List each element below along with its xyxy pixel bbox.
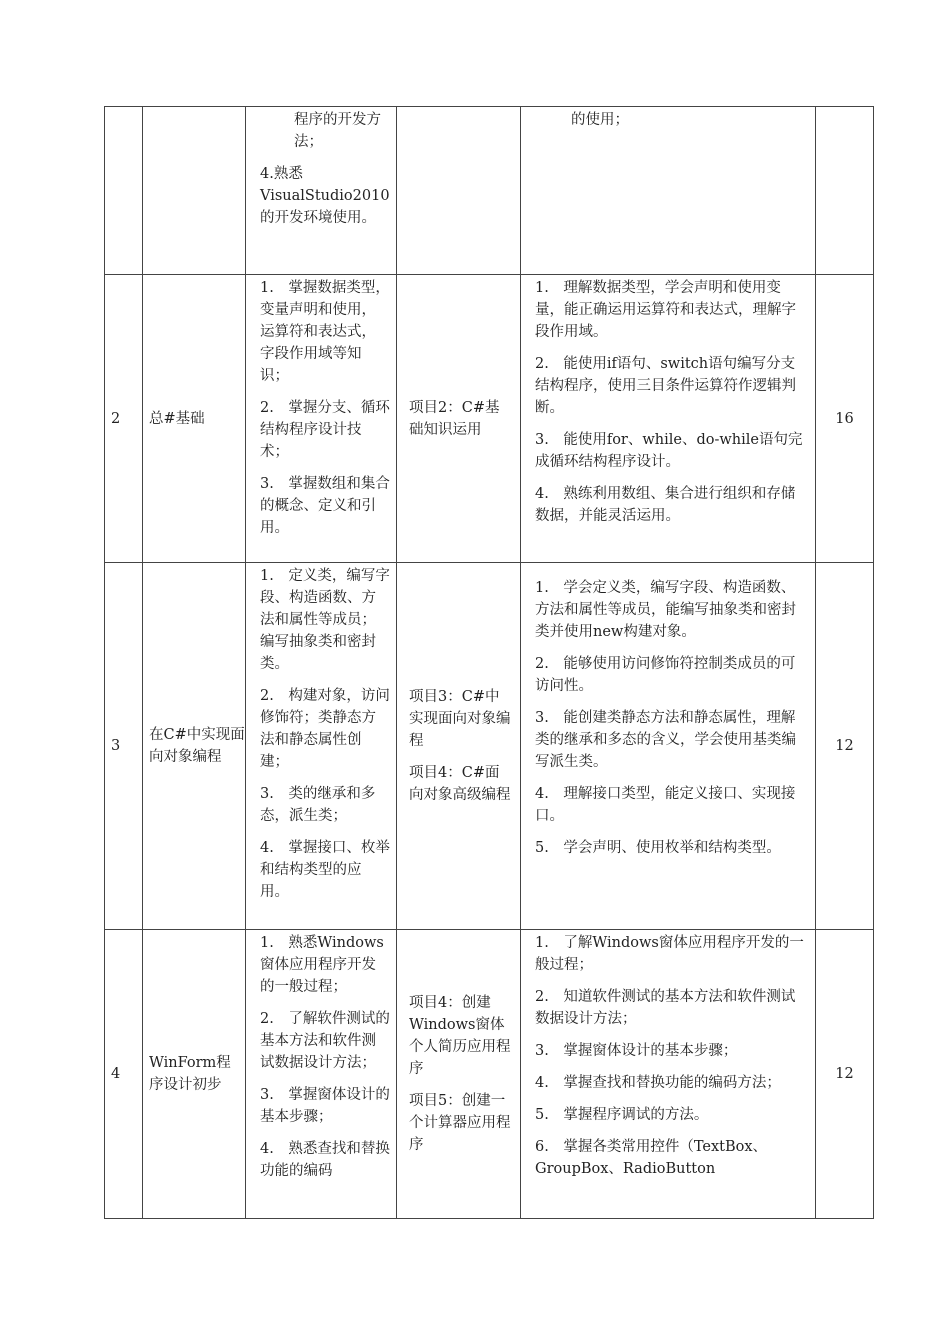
- objective-item: 1. 定义类，编写字段、构造函数、方法和属性等成员；编写抽象类和密封类。: [260, 568, 390, 672]
- objective-item: 4. 熟悉查找和替换功能的编码: [260, 1141, 390, 1179]
- task-item: 3. 掌握窗体设计的基本步骤；: [535, 1043, 738, 1059]
- project-item: 项目3：C#中实现面向对象编程: [409, 689, 511, 749]
- table-row: [105, 107, 874, 275]
- hours-cell: 12: [816, 563, 874, 930]
- objectives-cell: [246, 107, 397, 275]
- task-item: 4. 理解接口类型，能定义接口、实现接口。: [535, 786, 796, 824]
- project-item: 项目5：创建一个计算器应用程序: [409, 1093, 511, 1153]
- objective-item: 3. 掌握数组和集合的概念、定义和引用。: [260, 476, 390, 536]
- projects-cell: [397, 275, 521, 563]
- task-item: 2. 能使用if语句、switch语句编写分支结构程序，使用三目条件运算符作逻辑判断。: [535, 356, 796, 416]
- chapter-cell: 在C#中实现面向对象编程: [143, 563, 246, 930]
- chapter-cell: 总#基础: [143, 275, 246, 563]
- objective-item: 3. 掌握窗体设计的基本步骤；: [260, 1087, 390, 1125]
- task-item: 2. 知道软件测试的基本方法和软件测试数据设计方法；: [535, 989, 796, 1027]
- table-row: [105, 563, 874, 930]
- task-item: 1. 理解数据类型，学会声明和使用变量，能正确运用运算符和表达式，理解字段作用域。: [535, 280, 796, 340]
- task-item: 5. 学会声明、使用枚举和结构类型。: [535, 840, 781, 856]
- project-item: 项目4：C#面向对象高级编程: [409, 765, 511, 803]
- table-row: [105, 930, 874, 1219]
- objective-item: 3. 类的继承和多态，派生类；: [260, 786, 376, 824]
- objective-item: 2. 掌握分支、循环结构程序设计技术；: [260, 400, 390, 460]
- projects-cell: [397, 930, 521, 1219]
- objective-item: 程序的开发方法；: [294, 112, 381, 150]
- objectives-cell: [246, 930, 397, 1219]
- row-number: 4: [105, 930, 143, 1219]
- tasks-cell: [521, 107, 816, 275]
- task-item: 6. 掌握各类常用控件（TextBox、GroupBox、RadioButton: [535, 1139, 768, 1177]
- task-item: 1. 学会定义类，编写字段、构造函数、方法和属性等成员，能编写抽象类和密封类并使用new构建对象。: [535, 580, 796, 640]
- task-item: 3. 能创建类静态方法和静态属性，理解类的继承和多态的含义，学会使用基类编写派生类。: [535, 710, 796, 770]
- objective-item: 4. 掌握接口、枚举和结构类型的应用。: [260, 840, 390, 900]
- row-number: 3: [105, 563, 143, 930]
- project-item: 项目4：创建Windows窗体个人简历应用程序: [409, 995, 511, 1077]
- tasks-cell: [521, 563, 816, 930]
- tasks-cell: [521, 275, 816, 563]
- task-item: 的使用；: [571, 112, 629, 128]
- task-item: 4. 熟练利用数组、集合进行组织和存储数据，并能灵活运用。: [535, 486, 796, 524]
- task-item: 1. 了解Windows窗体应用程序开发的一般过程；: [535, 935, 804, 973]
- projects-cell: [397, 107, 521, 275]
- chapter-cell: WinForm程序设计初步: [143, 930, 246, 1219]
- tasks-cell: [521, 930, 816, 1219]
- chapter-cell: [143, 107, 246, 275]
- objective-item: 2. 了解软件测试的基本方法和软件测试数据设计方法；: [260, 1011, 390, 1071]
- task-item: 4. 掌握查找和替换功能的编码方法；: [535, 1075, 781, 1091]
- row-number: 2: [105, 275, 143, 563]
- table-row: [105, 275, 874, 563]
- hours-cell: 12: [816, 930, 874, 1219]
- row-number: [105, 107, 143, 275]
- objective-item: 1. 掌握数据类型，变量声明和使用，运算符和表达式，字段作用域等知识；: [260, 280, 390, 384]
- task-item: 5. 掌握程序调试的方法。: [535, 1107, 709, 1123]
- project-item: 项目2：C#基础知识运用: [409, 399, 500, 438]
- task-item: 3. 能使用for、while、do-while语句完成循环结构程序设计。: [535, 432, 803, 470]
- hours-cell: 16: [816, 275, 874, 563]
- task-item: 2. 能够使用访问修饰符控制类成员的可访问性。: [535, 656, 796, 694]
- objective-item: 4.熟悉VisualStudio2010的开发环境使用。: [260, 166, 390, 226]
- objective-item: 2. 构建对象，访问修饰符；类静态方法和静态属性创建；: [260, 688, 390, 770]
- course-schedule-table: [104, 106, 874, 1219]
- projects-cell: [397, 563, 521, 930]
- objectives-cell: [246, 275, 397, 563]
- objective-item: 1. 熟悉Windows窗体应用程序开发的一般过程；: [260, 935, 384, 995]
- hours-cell: [816, 107, 874, 275]
- objectives-cell: [246, 563, 397, 930]
